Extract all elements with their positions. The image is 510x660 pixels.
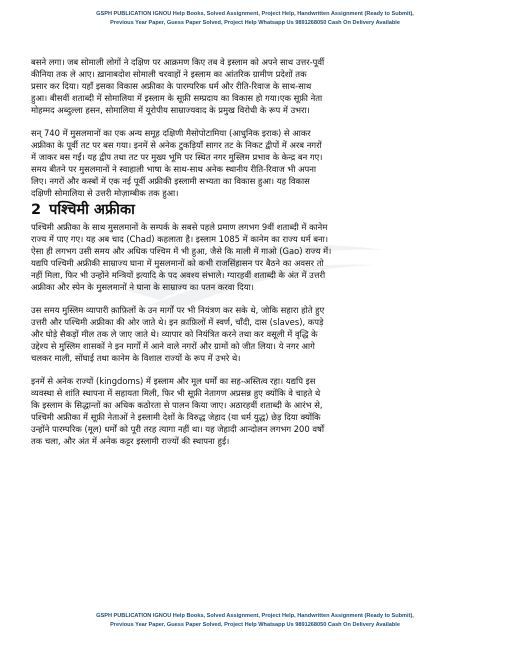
text-line: व्यवस्था से शांति स्थापना में सहायता मिली, फिर भी सूफ़ी नेतागण अप्रसन्न हुए क्योंकि वे चाहते थे <box>31 388 321 398</box>
text-line: अफ्रीका के पूर्वी तट पर बस गया। इनमें से अनेक टुकड़ियाँ सागर तट के निकट द्वीपों में अरब नगरों <box>31 140 322 150</box>
text-line: तक चला, और अंत में अनेक कट्टर इस्लामी राज्यों की स्थापना हुई। <box>31 436 230 446</box>
text-line: राज्य में पाए गए। यह अब चाद (Chad) कहलाता है। इस्लाम 1085 में कानेम का राज्य धर्म बना। <box>31 234 329 244</box>
text-line: उन्होंने पारम्परिक (मूल) धर्मों को पूरी तरह त्यागा नहीं था। यह जेहादी आन्दोलन लगभग 200 वर्षों <box>31 424 325 434</box>
page-header <box>20 10 490 28</box>
text-line: में जाकर बस गईं। यह द्वीप तथा तट पर मुख्य भूमि पर स्थित नगर मुस्लिम प्रभाव के केन्द्र बन गए। <box>31 152 323 162</box>
section-title: पश्चिमी अफ्रीका <box>49 202 135 218</box>
paragraph <box>31 375 479 447</box>
paragraph <box>31 221 479 293</box>
footer-line-1: GSPH PUBLICATION IGNOU Help Books, Solved Assignment, Project Help, Handwritten Assignment (Ready to Submit), <box>96 613 414 619</box>
page-footer <box>20 612 490 630</box>
text-line: चलकर माली, सोंघाई तथा कानेम के विशाल राज्यों के रूप में उभरे थे। <box>31 353 241 363</box>
text-line: ऐसा ही लगभग उसी समय और अधिक पश्चिम में भी हुआ, जैसे कि माली में गाओ (Gao) राज्य में। <box>31 246 332 256</box>
text-line: समय बीतने पर मुसलमानों ने स्वाहाली भाषा के साथ-साथ अनेक स्थानीय रीति-रिवाज भी अपना <box>31 164 317 174</box>
document-body <box>31 56 479 458</box>
text-line: बसने लगा। जब सोमाली लोगों ने दक्षिण पर आक्रमण किए तब वे इस्लाम को अपने साथ उत्तर-पूर्वी <box>31 57 325 67</box>
header-line-2: Previous Year Paper, Guess Paper Solved, Project Help Whatsapp Us 9891268050 Cash On Delivery Available <box>110 20 400 26</box>
text-line: नहीं मिला, फिर भी उन्होंने मन्त्रियों इत्यादि के पद अवश्य संभाले। ग्यारहवीं शताब्दी के अंत में उत्तरी <box>31 270 326 280</box>
text-line: और घोड़े सैकड़ों मील तक ले जाए जाते थे। व्यापार को नियंत्रित करने तथा कर वसूली में वृद्धि के <box>31 329 318 339</box>
text-line: हुआ। बीसवीं शताब्दी में सोमालिया में इस्लाम के सूफ़ी सम्प्रदाय का विकास हो गया।एक सूफ़ी नेता <box>31 93 323 103</box>
text-line: इनमें से अनेक राज्यों (kingdoms) में इस्लाम और मूल धर्मों का सह-अस्तित्व रहा। यद्यपि इस <box>31 376 316 386</box>
text-line: उत्तरी और पश्चिमी अफ्रीका की ओर जाते थे। इन क़ाफ़िलों में स्वर्ण, चाँदी, दास (slaves), कपड़े <box>31 317 324 327</box>
section-number: 2 <box>31 202 42 218</box>
text-line: उस समय मुस्लिम व्यापारी क़ाफ़िलों के उन मार्गों पर भी नियंत्रण कर सके थे, जोकि सहारा होते हुए <box>31 305 325 315</box>
text-line: पश्चिमी अफ्रीका में सूफ़ी नेताओं ने इस्लामी देशों के विरुद्ध जेहाद (या धर्म युद्ध) छेड़ दिया क्योंकि <box>31 412 321 422</box>
header-line-1: GSPH PUBLICATION IGNOU Help Books, Solved Assignment, Project Help, Handwritten Assignment (Ready to Submit), <box>96 11 414 17</box>
text-line: सन् 740 में मुसलमानों का एक अन्य समूह दक्षिणी मैसोपोटामिया (आधुनिक इराक) से आकर <box>31 128 311 138</box>
text-line: कीनिया तक ले आए। ख़ानाबदोश सोमाली चरवाहों ने इस्लाम का आंतरिक ग्रामीण प्रदेशों तक <box>31 69 307 79</box>
paragraph <box>31 304 479 364</box>
section-heading <box>31 201 479 219</box>
text-line: लिए। नगरों और कस्बों में एक नई पूर्वी अफ्रीकी इस्लामी सभ्यता का विकास हुआ। यह विकास <box>31 176 310 186</box>
text-line: प्रसार कर दिया। यहाँ इसका विकास अफ्रीका के पारम्परिक धर्म और रीति-रिवाज के साथ-साथ <box>31 81 312 91</box>
paragraph <box>31 127 479 199</box>
text-line: कि इस्लाम के सिद्धान्तों का अधिक कठोरता से पालन किया जाए। अठारहवीं शताब्दी के आरंभ से, <box>31 400 323 410</box>
text-line: उद्देश्य से मुस्लिम शासकों ने इन मार्गों में आने वाले नगरों और ग्रामों को जीत लिया। ये नगर आगे <box>31 341 315 351</box>
text-line: दक्षिणी सोमालिया से उत्तरी मोज़ाम्बीक तक हुआ। <box>31 188 179 198</box>
text-line: मोहम्मद अब्दुल्ला हसन, सोमालिया में यूरोपीय साम्राज्यवाद के प्रमुख विरोधी के रूप में उभरा। <box>31 105 310 115</box>
text-line: अफ्रीका और स्पेन के मुसलमानों ने घाना के साम्राज्य का पतन करवा दिया। <box>31 282 254 292</box>
paragraph <box>31 56 479 116</box>
text-line: पश्चिमी अफ्रीका के साथ मुसलमानों के सम्पर्क के सबसे पहले प्रमाण लगभग 9वीं शताब्दी में कानेम <box>31 222 328 232</box>
text-line: यद्यपि पश्चिमी अफ्रीकी साम्राज्य घाना में मुसलमानों को कभी राजसिंहासन पर बैठने का अवसर तो <box>31 258 324 268</box>
footer-line-2: Previous Year Paper, Guess Paper Solved, Project Help Whatsapp Us 9891268050 Cash On Delivery Available <box>110 622 400 628</box>
